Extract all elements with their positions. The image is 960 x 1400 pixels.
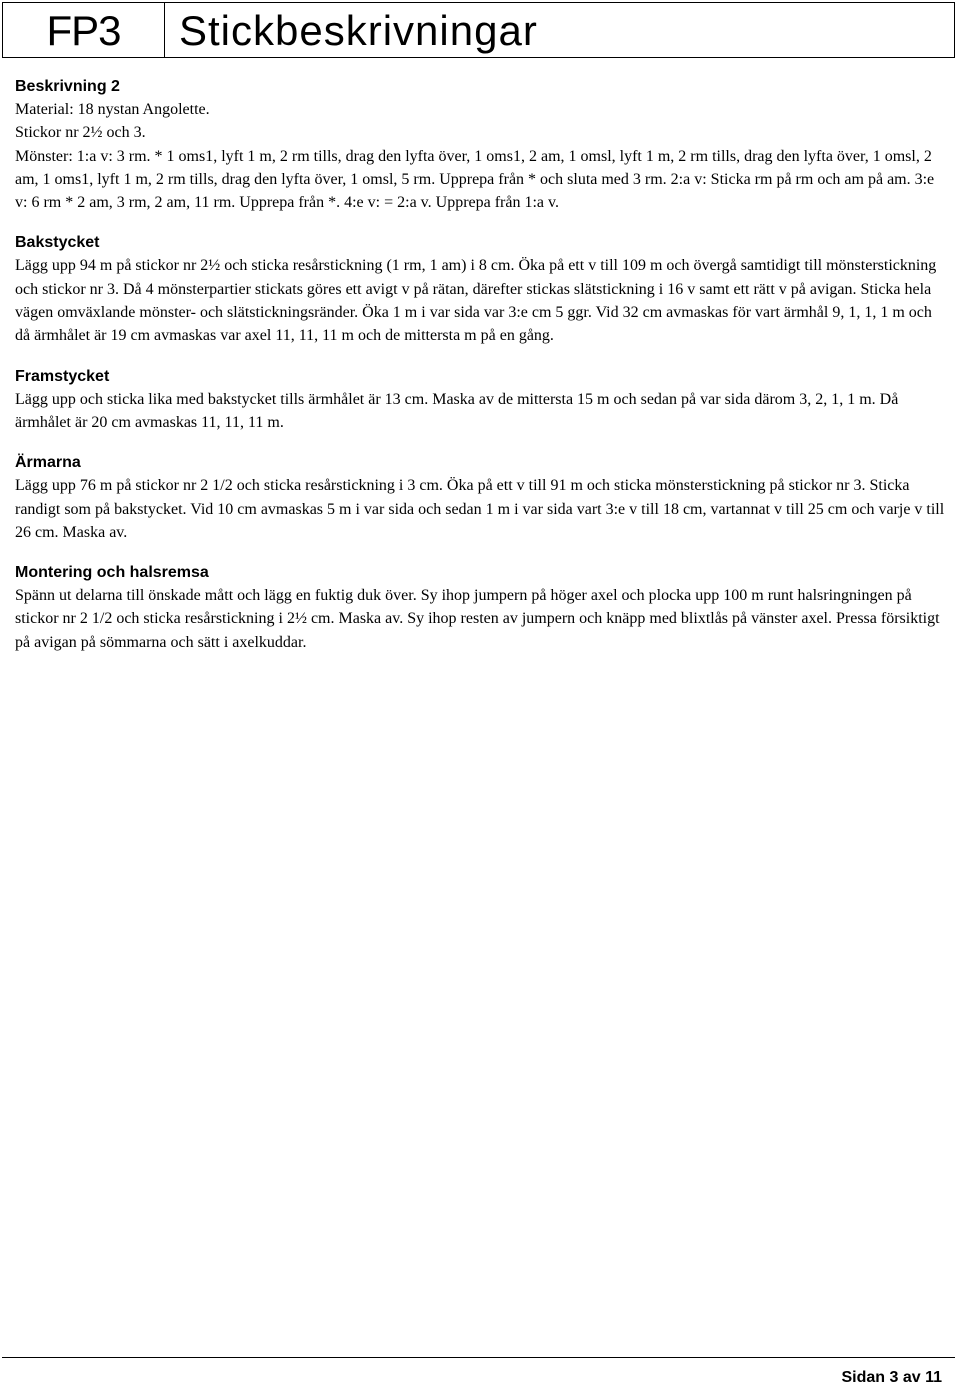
section-heading-beskrivning: Beskrivning 2 — [15, 78, 120, 95]
material-line: Material: 18 nystan Angolette. — [15, 101, 210, 118]
armarna-text: Lägg upp 76 m på stickor nr 2 1/2 och sticka resårstickning i 3 cm. Öka på ett v till 91 m och sticka mönsterstickning på stickor nr 3. Sticka randigt som på bakstycket. Vid 10 cm avmaskas 5 m i var sida och sedan 1 m i var sida vart 3:e v till 18 cm, vartannat v till 25 cm och varje v till 26 cm. Maska av. — [15, 477, 945, 541]
stickor-line: Stickor nr 2½ och 3. — [15, 124, 146, 142]
footer-divider — [2, 1357, 955, 1358]
framstycket-text: Lägg upp och sticka lika med bakstycket tills ärmhålet är 13 cm. Maska av de mittersta 15 m och sedan på var sida därom 3, 2, 1, 1 m. Då ärmhålet är 20 cm avmaskas 11, 11, 11 m. — [15, 390, 899, 431]
section-heading-montering: Montering och halsremsa — [15, 564, 209, 582]
page-number: Sidan 3 av 11 — [841, 1369, 942, 1386]
montering-text: Spänn ut delarna till önskade mått och lägg en fuktig duk över. Sy ihop jumpern på höger axel och plocka upp 100 m runt halsringningen på stickor nr 2 1/2 och sticka resårstickning i 2½ cm. Maska av. Sy ihop resten av jumpern och knäpp med blixtlås på vänster axel. Pressa försiktigt på avigan på sömmarna och sätt i axelkuddar. — [15, 587, 940, 651]
document-body — [15, 76, 945, 654]
document-title: Stickbeskrivningar — [179, 7, 538, 54]
document-code: FP3 — [3, 3, 165, 57]
bakstycket-text: Lägg upp 94 m på stickor nr 2½ och sticka resårstickning (1 rm, 1 am) i 8 cm. Öka på ett v till 109 m och övergå samtidigt till mönsterstickning och stickor nr 3. Då 4 mönsterpartier stickats göres ett avigt v på rätan, därefter stickas slätstickning i 16 v samt ett rätt v på avigan. Sticka hela vägen omväxlande mönster- och slätstickningsränder. Öka 1 m i var sida var 3:e cm 5 ggr. Vid 32 cm avmaskas för vart ärmhål 9, 1, 1, 1 m och då ärmhålet är 19 cm avmaskas var axel 11, 11, 11 m och de mittersta m på en gång. — [15, 257, 937, 345]
pattern-description: Mönster: 1:a v: 3 rm. * 1 oms1, lyft 1 m, 2 rm tills, drag den lyfta över, 1 oms1, 2 am, 1 omsl, lyft 1 m, 2 rm tills, drag den lyfta över, 1 omsl, 2 am, 1 oms1, lyft 1 m, 2 rm tills, drag den lyfta över, 1 omsl, 5 rm. Upprepa från * och sluta med 3 rm. 2:a v: Sticka rm på rm och am på am. 3:e v: 6 rm * 2 am, 3 rm, 2 am, 11 rm. Upprepa från *. 4:e v: = 2:a v. Upprepa från 1:a v. — [15, 147, 935, 212]
page-header — [2, 2, 955, 58]
section-heading-bakstycket: Bakstycket — [15, 234, 100, 252]
section-heading-armarna: Ärmarna — [15, 454, 81, 472]
section-heading-framstycket: Framstycket — [15, 367, 110, 385]
